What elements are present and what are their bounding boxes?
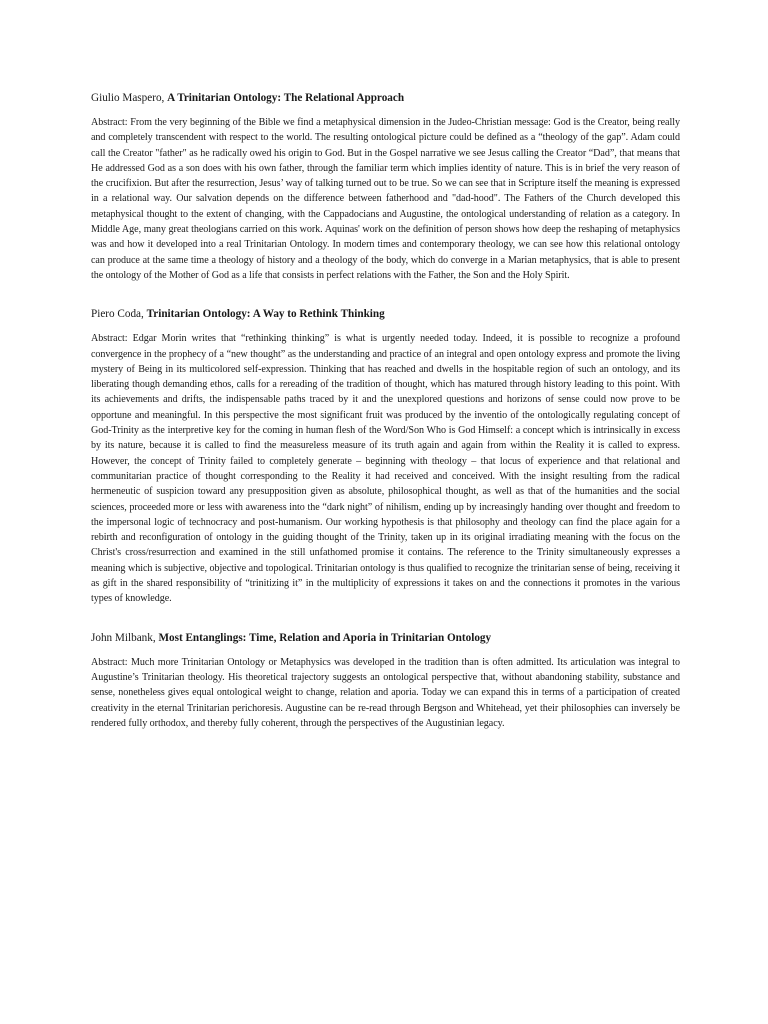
paper-title: A Trinitarian Ontology: The Relational Approach [167,92,405,104]
abstract-text: Abstract: Much more Trinitarian Ontology or Metaphysics was developed in the tradition than is often admitted. Its articulation was integral to Augustine’s Trinitarian theology. His theoretical trajectory suggests an ontological perspective that, without abandoning stability, substance and sense, nonetheless gives equal ontological weight to change, relation and aporia. Today we can expand this in terms of a participation of created creativity in the eternal Trinitarian perichoresis. Augustine can be re-read through Bergson and Whitehead, yet their philosophies can inversely be rendered fully orthodox, and thereby fully coherent, through the perspectives of the Augustinian legacy. [91,656,680,729]
abstract-entry-milbank [91,631,680,731]
abstract-entry-coda [91,307,680,606]
paper-title: Most Entanglings: Time, Relation and Aporia in Trinitarian Ontology [158,631,492,644]
entry-heading [91,631,680,646]
abstract-text: Abstract: Edgar Morin writes that “rethinking thinking” is what is urgently needed today. Indeed, it is possible to recognize a profound convergence in the prophecy of a “new thought” as the understanding and practice of an integral and open ontology express and promote the living mystery of Being in its multicolored self-expression. Thinking that has reached and dwells in the hospitable region of such an ontology, and its liberating though demanding ethos, calls for a rereading of the tradition of thought, which has matured through history leading to this point. With its achievements and drifts, the indispensable paths traced by it and the unexplored questions and horizons of sense could now prove to be opportune and meaningful. In this perspective the most significant fruit was produced by the inventio of the ontologically regulating concept of God-Trinity as the interpretive key for the coming in human flesh of the Word/Son Who is God Himself: a concept which is intrinsically in excess by its nature, because it is called to find the measureless measure of its truth again and again from within the Reality it is called to express. However, the concept of Trinity failed to completely generate – beginning with theology – that locus of experience and that relational and communitarian practice of thought corresponding to the Reality it had received and conceived. With the insight resulting from the radical hermeneutic of suspicion toward any presupposition given as absolute, philosophical thought, as well as that of the humanities and the social sciences, proceeded more or less with awareness into the “dark night” of nihilism, ending up by increasingly handing over thought and freedom to the impersonal logic of technocracy and post-humanism. Our working hypothesis is that philosophy and theology can find the place again for a rebirth and reconfiguration of ontology in the guiding thought of the Trinity, taken up in its original irradiating meaning with the focus on the Christ's cross/resurrection and examined in the still unfathomed promise it contains. The reference to the Trinity simultaneously expresses a meaning which is subjective, objective and topological. Trinitarian ontology is thus qualified to recognize the trinitarian sense of being, receiving it as gift in the shared responsibility of “trinitizing it” in the multiplicity of expressions it takes on and the connections it promotes in the various types of knowledge. [91,333,680,605]
author-name: Piero Coda, [91,308,144,321]
abstract-entry-maspero [91,91,680,283]
paper-title: Trinitarian Ontology: A Way to Rethink Thinking [146,308,385,321]
document-page [91,91,680,731]
entry-heading [91,307,680,322]
author-name: Giulio Maspero, [91,92,165,104]
entry-heading [91,91,680,106]
author-name: John Milbank, [91,631,156,644]
abstract-text: Abstract: From the very beginning of the Bible we find a metaphysical dimension in the Judeo-Christian message: God is the Creator, being really and completely transcendent with respect to the world. The resulting ontological picture could be defined as a “theology of the gap”. Adam could call the Creator "father" as he radically owed his origin to God. But in the Gospel narrative we see Jesus calling the Creator “Dad”, that means that He addressed God as a son does with his own father, through the familiar term which implies identity of nature. This is in brief the very reason of the crucifixion. But after the resurrection, Jesus’ way of talking turned out to be true. So we can see that in Scripture itself the meaning is expressed in a relational way. Our salvation depends on the difference between fatherhood and "dad-hood". The Fathers of the Church developed this metaphysical thought to the extent of changing, with the Cappadocians and Augustine, the ontological understanding of relation as a category. In Middle Age, many great theologians carried on this work. Aquinas' work on the definition of person shows how deep the reshaping of metaphysics was and how it developed into a real Trinitarian Ontology. In modern times and contemporary theology, we can see how this relational ontology can produce at the same time a theology of history and a theology of the body, which do converge in a Marian metaphysics, that is able to present the ontology of the Mother of God as a life that consists in perfect relations with the Father, the Son and the Holy Spirit. [91,117,680,281]
